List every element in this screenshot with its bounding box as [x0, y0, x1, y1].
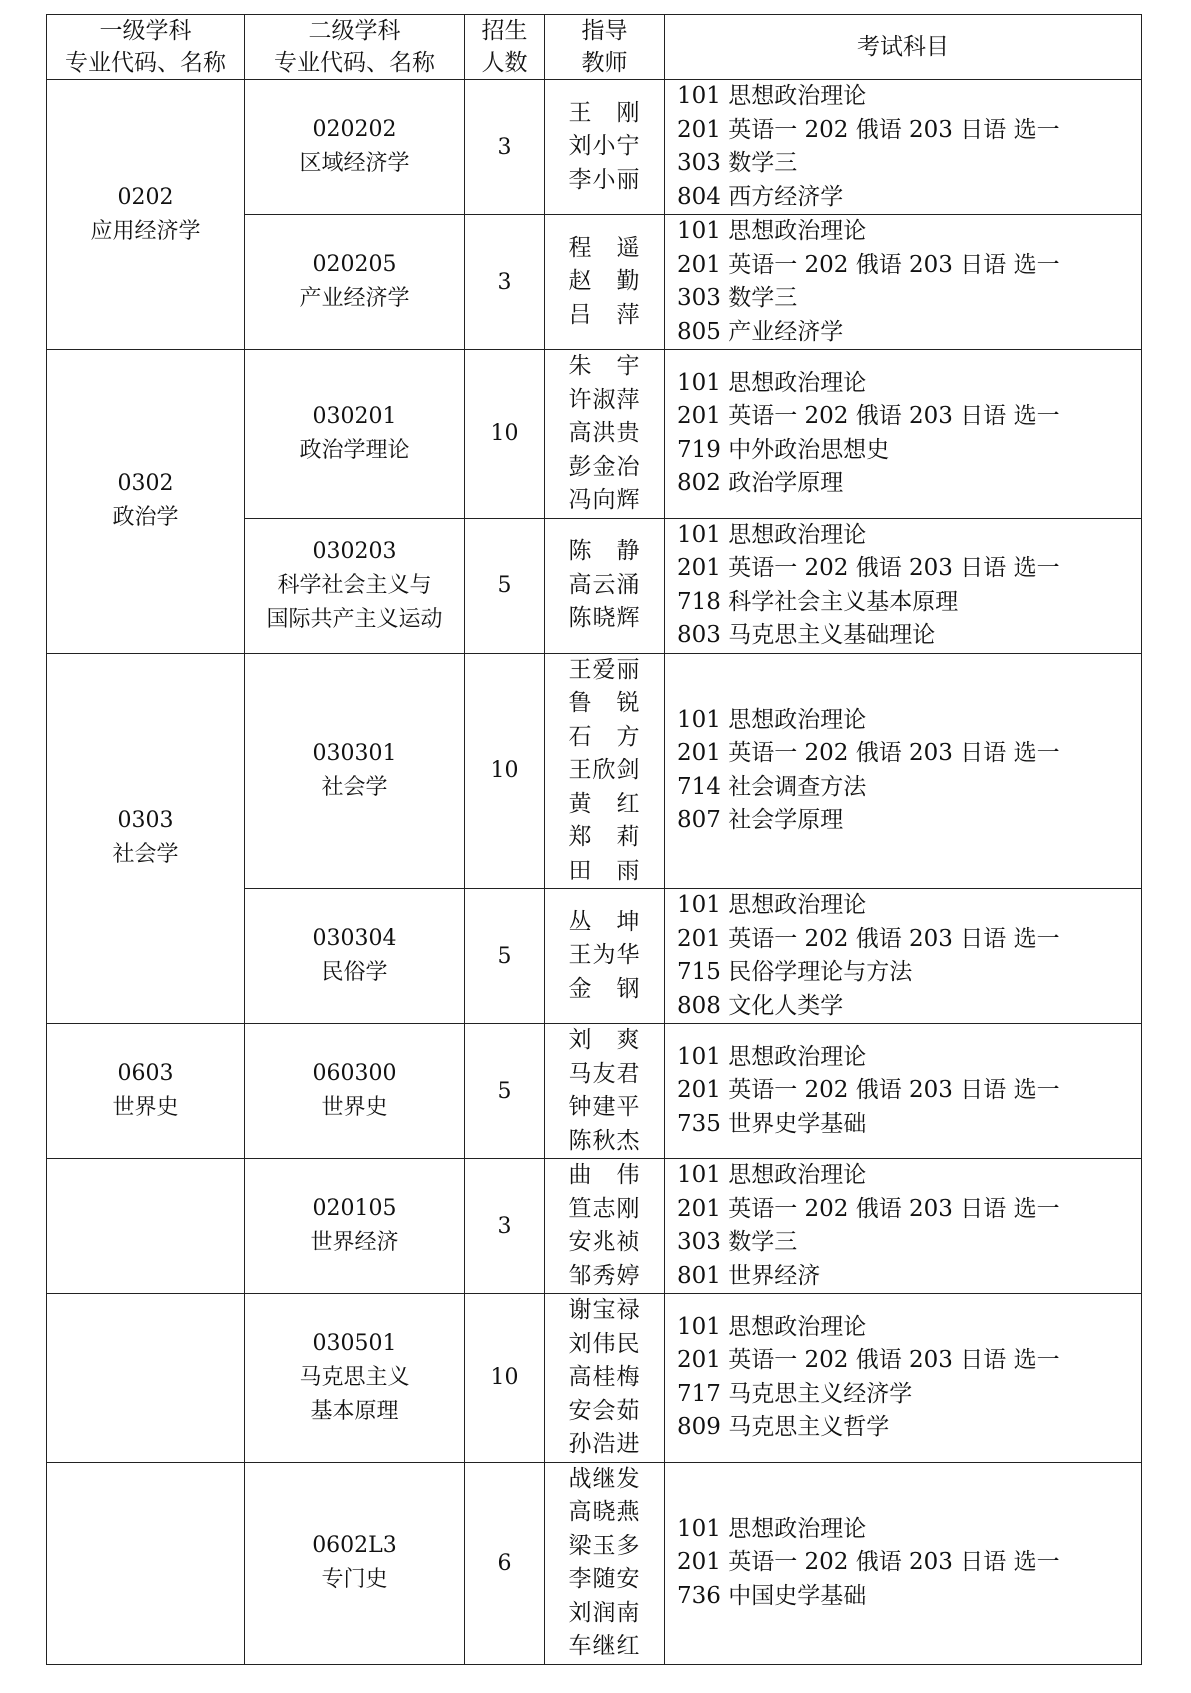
- supervisor-name: 谢宝禄: [568, 1297, 641, 1323]
- supervisor-name: 程 遥: [568, 234, 641, 261]
- exam-subject: 715 民俗学理论与方法: [677, 959, 913, 985]
- exam-subject: 303 数学三: [677, 285, 798, 311]
- enrollment-count: 10: [490, 421, 519, 447]
- supervisors-cell: [545, 653, 665, 889]
- enrollment-count: 10: [490, 1365, 519, 1391]
- exam-subject: 805 产业经济学: [677, 318, 844, 345]
- exam-subject: 101 思想政治理论: [677, 1162, 867, 1188]
- exam-subjects-cell: [665, 80, 1142, 215]
- enrollment-cell: [465, 1159, 545, 1294]
- header-supervisors: 指导 教师: [545, 15, 665, 80]
- exam-subjects-cell: [665, 1462, 1142, 1664]
- supervisor-name: 田 雨: [568, 857, 641, 884]
- first-level-name: 应用经济学: [90, 218, 201, 244]
- exam-subject: 801 世界经济: [677, 1262, 821, 1289]
- second-level-discipline-cell: [245, 1294, 465, 1463]
- supervisor-name: 刘 爽: [568, 1027, 641, 1053]
- enrollment-cell: [465, 653, 545, 889]
- first-level-discipline-cell: [47, 1462, 245, 1664]
- supervisors-cell: [545, 518, 665, 653]
- supervisor-name: 鲁 锐: [568, 690, 641, 716]
- supervisors-cell: [545, 1294, 665, 1463]
- exam-subjects-cell: [665, 350, 1142, 519]
- second-level-name: 专门史: [321, 1567, 388, 1592]
- exam-subject: 101 思想政治理论: [677, 892, 867, 918]
- exam-subject: 101 思想政治理论: [677, 1043, 867, 1070]
- second-level-name: 世界史: [321, 1095, 388, 1120]
- supervisor-name: 彭金冶: [568, 453, 641, 480]
- exam-subjects-cell: [665, 653, 1142, 889]
- exam-subject: 808 文化人类学: [677, 992, 844, 1019]
- second-level-name: 世界经济: [310, 1230, 399, 1255]
- supervisor-name: 王为华: [568, 942, 641, 969]
- exam-subject: 101 思想政治理论: [677, 369, 867, 396]
- exam-subject: 201 英语一 202 俄语 203 日语 选一: [677, 1347, 1060, 1374]
- enrollment-count: 3: [497, 269, 512, 295]
- exam-subject: 803 马克思主义基础理论: [677, 622, 936, 648]
- header-exam-subjects: 考试科目: [665, 15, 1142, 80]
- exam-subject: 201 英语一 202 俄语 203 日语 选一: [677, 925, 1060, 952]
- header-row: [47, 15, 1142, 80]
- first-level-code: 0202: [117, 184, 174, 210]
- second-level-name: 基本原理: [310, 1398, 399, 1424]
- exam-subject: 201 英语一 202 俄语 203 日语 选一: [677, 403, 1060, 430]
- enrollment-cell: [465, 1024, 545, 1159]
- exam-subjects-cell: [665, 1024, 1142, 1159]
- header-second-level-discipline: 二级学科 专业代码、名称: [245, 15, 465, 80]
- supervisor-name: 朱 宇: [568, 353, 641, 379]
- table-row: [47, 1462, 1142, 1664]
- second-level-code: 0602L3: [312, 1533, 397, 1558]
- supervisor-name: 王 刚: [568, 99, 641, 126]
- supervisor-name: 陈 静: [568, 538, 641, 565]
- supervisor-name: 邹秀婷: [568, 1262, 641, 1289]
- enrollment-cell: [465, 518, 545, 653]
- second-level-discipline-cell: [245, 1159, 465, 1294]
- first-level-discipline-cell: [47, 653, 245, 1024]
- supervisor-name: 安兆祯: [568, 1229, 641, 1255]
- exam-subject: 201 英语一 202 俄语 203 日语 选一: [677, 251, 1060, 278]
- first-level-code: 0303: [117, 808, 174, 834]
- enrollment-cell: [465, 215, 545, 350]
- exam-subject: 201 英语一 202 俄语 203 日语 选一: [677, 555, 1060, 581]
- supervisors-cell: [545, 1024, 665, 1159]
- exam-subjects-cell: [665, 1294, 1142, 1463]
- enrollment-count: 5: [497, 1078, 512, 1104]
- exam-subject: 303 数学三: [677, 1229, 798, 1255]
- header-first-level-discipline: 一级学科 专业代码、名称: [47, 15, 245, 80]
- exam-subjects-cell: [665, 518, 1142, 653]
- second-level-code: 020105: [312, 1196, 397, 1221]
- second-level-name: 区域经济学: [299, 151, 410, 176]
- second-level-name: 国际共产主义运动: [266, 606, 443, 632]
- enrollment-cell: [465, 350, 545, 519]
- supervisors-cell: [545, 350, 665, 519]
- second-level-name: 民俗学: [321, 960, 388, 985]
- second-level-discipline-cell: [245, 518, 465, 653]
- first-level-discipline-cell: [47, 1294, 245, 1463]
- table-row: [47, 653, 1142, 889]
- exam-subject: 101 思想政治理论: [677, 706, 867, 733]
- exam-subject: 807 社会学原理: [677, 807, 844, 834]
- supervisor-name: 刘润南: [568, 1599, 641, 1626]
- table-row: [47, 1294, 1142, 1463]
- first-level-discipline-cell: [47, 80, 245, 350]
- second-level-discipline-cell: [245, 1462, 465, 1664]
- exam-subject: 101 思想政治理论: [677, 521, 867, 548]
- exam-subjects-cell: [665, 889, 1142, 1024]
- supervisor-name: 石 方: [568, 723, 641, 750]
- second-level-code: 030301: [312, 740, 397, 766]
- first-level-name: 社会学: [112, 842, 179, 868]
- second-level-discipline-cell: [245, 215, 465, 350]
- supervisor-name: 王爱丽: [568, 656, 641, 683]
- exam-subject: 201 英语一 202 俄语 203 日语 选一: [677, 1549, 1060, 1576]
- table-row: [47, 1159, 1142, 1294]
- exam-subject: 714 社会调查方法: [677, 773, 867, 800]
- second-level-name: 马克思主义: [299, 1364, 410, 1390]
- second-level-code: 030501: [312, 1330, 397, 1356]
- second-level-discipline-cell: [245, 350, 465, 519]
- exam-subject: 735 世界史学基础: [677, 1110, 867, 1137]
- first-level-name: 世界史: [112, 1095, 179, 1120]
- supervisor-name: 郑 莉: [568, 824, 641, 850]
- exam-subject: 201 英语一 202 俄语 203 日语 选一: [677, 1195, 1060, 1222]
- enrollment-cell: [465, 1294, 545, 1463]
- supervisor-name: 许淑萍: [568, 386, 641, 413]
- supervisors-cell: [545, 80, 665, 215]
- enrollment-cell: [465, 1462, 545, 1664]
- first-level-discipline-cell: [47, 350, 245, 654]
- exam-subject: 802 政治学原理: [677, 470, 844, 497]
- supervisor-name: 冯向辉: [568, 487, 641, 513]
- second-level-code: 030304: [312, 926, 397, 951]
- second-level-discipline-cell: [245, 1024, 465, 1159]
- exam-subject: 719 中外政治思想史: [677, 436, 890, 463]
- enrollment-count: 5: [497, 943, 512, 969]
- supervisors-cell: [545, 1159, 665, 1294]
- exam-subject: 201 英语一 202 俄语 203 日语 选一: [677, 116, 1060, 143]
- exam-subject: 101 思想政治理论: [677, 218, 867, 244]
- exam-subjects-cell: [665, 215, 1142, 350]
- supervisor-name: 钟建平: [568, 1094, 641, 1120]
- supervisors-cell: [545, 889, 665, 1024]
- second-level-code: 060300: [312, 1061, 397, 1086]
- supervisor-name: 黄 红: [568, 790, 641, 817]
- second-level-name: 科学社会主义与: [277, 572, 432, 598]
- supervisor-name: 王欣剑: [568, 757, 641, 783]
- exam-subject: 101 思想政治理论: [677, 1313, 867, 1340]
- second-level-discipline-cell: [245, 653, 465, 889]
- admissions-table: [46, 14, 1142, 1665]
- enrollment-cell: [465, 80, 545, 215]
- first-level-discipline-cell: [47, 1024, 245, 1159]
- second-level-discipline-cell: [245, 80, 465, 215]
- supervisor-name: 陈晓辉: [568, 605, 641, 632]
- second-level-name: 产业经济学: [299, 286, 410, 311]
- supervisor-name: 安会茹: [568, 1397, 641, 1424]
- second-level-code: 030203: [312, 538, 397, 564]
- exam-subject: 736 中国史学基础: [677, 1582, 867, 1609]
- exam-subject: 101 思想政治理论: [677, 1515, 867, 1542]
- supervisor-name: 李小丽: [568, 166, 641, 193]
- first-level-code: 0302: [117, 471, 174, 497]
- exam-subject: 804 西方经济学: [677, 183, 844, 210]
- supervisor-name: 赵 勤: [568, 268, 641, 295]
- supervisor-name: 高晓燕: [568, 1499, 641, 1525]
- second-level-code: 020205: [312, 252, 397, 277]
- supervisor-name: 笪志刚: [568, 1195, 641, 1222]
- enrollment-count: 6: [497, 1550, 512, 1576]
- supervisors-cell: [545, 1462, 665, 1664]
- supervisors-cell: [545, 215, 665, 350]
- supervisor-name: 高桂梅: [568, 1364, 641, 1390]
- enrollment-count: 10: [490, 758, 519, 784]
- enrollment-cell: [465, 889, 545, 1024]
- supervisor-name: 高洪贵: [568, 420, 641, 446]
- supervisor-name: 丛 坤: [568, 908, 641, 935]
- second-level-code: 030201: [312, 403, 397, 429]
- supervisor-name: 陈秋杰: [568, 1127, 641, 1154]
- exam-subject: 303 数学三: [677, 150, 798, 176]
- supervisor-name: 马友君: [568, 1060, 641, 1087]
- first-level-discipline-cell: [47, 1159, 245, 1294]
- exam-subject: 718 科学社会主义基本原理: [677, 588, 959, 615]
- supervisor-name: 李随安: [568, 1566, 641, 1592]
- table-row: [47, 350, 1142, 519]
- table-row: [47, 80, 1142, 215]
- supervisor-name: 曲 伟: [568, 1162, 641, 1188]
- second-level-discipline-cell: [245, 889, 465, 1024]
- first-level-name: 政治学: [112, 505, 179, 531]
- supervisor-name: 高云涌: [568, 571, 641, 598]
- supervisor-name: 刘伟民: [568, 1330, 641, 1357]
- exam-subject: 101 思想政治理论: [677, 83, 867, 109]
- supervisor-name: 车继红: [568, 1633, 641, 1659]
- supervisor-name: 孙浩进: [568, 1431, 641, 1457]
- second-level-name: 社会学: [321, 774, 388, 800]
- header-enrollment: 招生 人数: [465, 15, 545, 80]
- second-level-name: 政治学理论: [299, 437, 410, 463]
- enrollment-count: 3: [497, 134, 512, 160]
- exam-subject: 201 英语一 202 俄语 203 日语 选一: [677, 740, 1060, 767]
- supervisor-name: 刘小宁: [568, 133, 641, 160]
- enrollment-count: 5: [497, 573, 512, 598]
- supervisor-name: 吕 萍: [568, 301, 641, 328]
- first-level-code: 0603: [117, 1061, 174, 1086]
- supervisor-name: 金 钢: [568, 975, 641, 1002]
- supervisor-name: 梁玉多: [568, 1532, 641, 1559]
- second-level-code: 020202: [312, 117, 397, 142]
- exam-subject: 809 马克思主义哲学: [677, 1414, 890, 1441]
- table-row: [47, 1024, 1142, 1159]
- exam-subjects-cell: [665, 1159, 1142, 1294]
- exam-subject: 201 英语一 202 俄语 203 日语 选一: [677, 1077, 1060, 1104]
- enrollment-count: 3: [497, 1213, 512, 1239]
- exam-subject: 717 马克思主义经济学: [677, 1380, 913, 1407]
- supervisor-name: 战继发: [568, 1465, 641, 1492]
